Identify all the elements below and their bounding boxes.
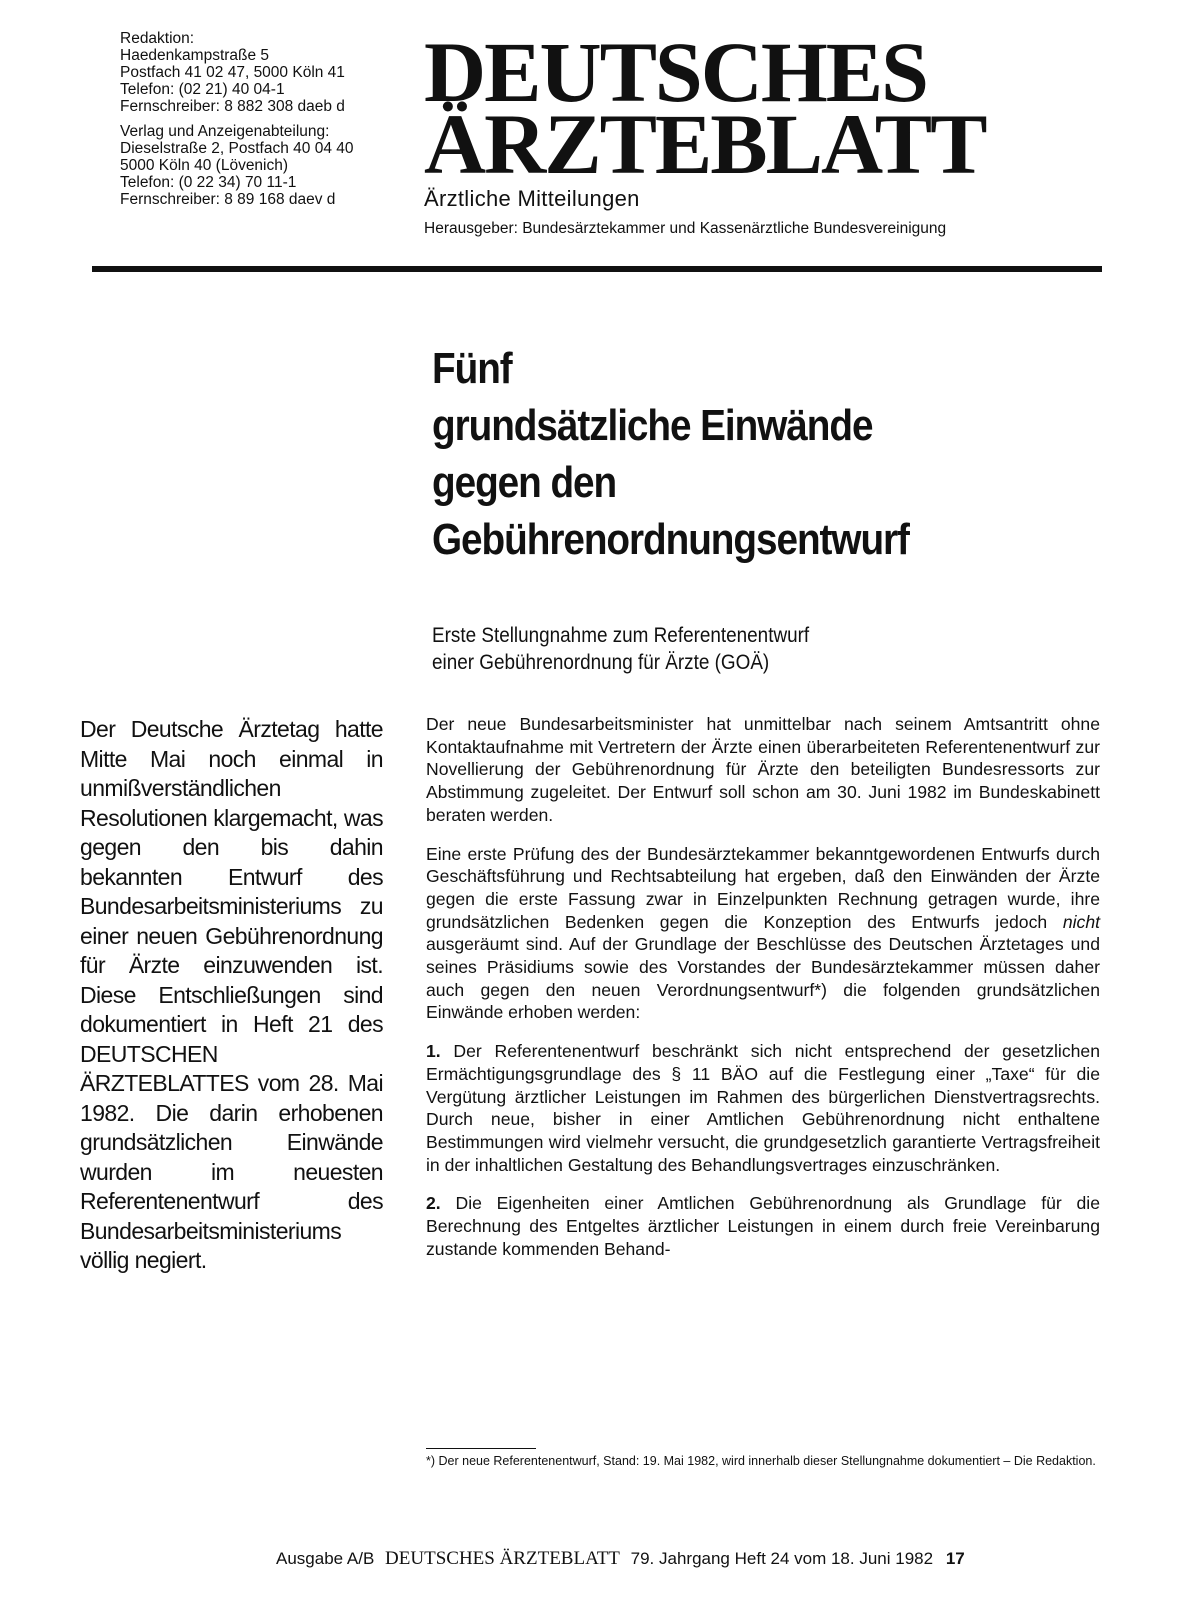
intro-text: Der Deutsche Ärztetag hatte Mitte Mai noch einmal in unmißverständlichen Resolutionen klargemacht, was gegen den bis dahin bekannten Entwurf des Bundesarbeitsministeriums zu einer neuen Gebührenordnung für Ärzte einzuwenden ist. Diese Entschließungen sind dokumentiert in Heft 21 des DEUTSCHEN ÄRZTEBLATTES vom 28. Mai 1982. Die darin erhobenen grundsätzlichen Einwände wurden im neuesten Referentenentwurf des Bundesarbeitsministeriums völlig negiert. <box>80 716 383 1273</box>
address-line: Verlag und Anzeigenabteilung: <box>120 123 330 140</box>
emphasis-nicht: nicht <box>1062 911 1100 932</box>
paragraph-1: Der neue Bundesarbeitsminister hat unmittelbar nach seinem Amtsantritt ohne Kontaktaufnahme mit Vertretern der Ärzte einen überarbeiteten Referentenentwurf zur Novellierung der Gebührenordnung für Ärzte den beteiligten Bundesressorts zur Abstimmung zugeleitet. Der Entwurf soll schon am 30. Juni 1982 im Bundeskabinett beraten werden. <box>426 714 1100 825</box>
footer-issue: 79. Jahrgang Heft 24 vom 18. Juni 1982 <box>630 1549 934 1568</box>
point-1 <box>426 1040 1100 1176</box>
masthead <box>424 24 1104 238</box>
paragraph-2-text: ausgeräumt sind. Auf der Grundlage der Beschlüsse des Deutschen Ärztetages und seines Präsidiums sowie des Vorstandes der Bundesärztekammer müssen daher auch gegen den neuen Verordnungsentwurf*) die folgenden grundsätzlichen Einwände erhoben werden: <box>426 934 1100 1023</box>
contact-block <box>120 30 420 208</box>
point-text: Die Eigenheiten einer Amtlichen Gebührenordnung als Grundlage für die Berechnung des Entgeltes ärztlicher Leistungen in einem durch freie Vereinbarung zustande kommenden Behand- <box>426 1193 1100 1259</box>
point-text: Der Referentenentwurf beschränkt sich nicht entsprechend der gesetzlichen Ermächtigungsgrundlage des § 11 BÄO auf die Festlegung einer „Taxe“ für die Vergütung ärztlicher Leistungen im Rahmen des bürgerlichen Dienstvertragsrechts. Durch neue, bisher in einer Amtlichen Gebührenordnung nicht enthaltene Bestimmungen wird vielmehr versucht, die grundgesetzlich garantierte Vertragsfreiheit in der inhaltlichen Gestaltung des Behandlungsvertrages einzuschränken. <box>426 1041 1100 1175</box>
masthead-subtitle: Ärztliche Mitteilungen <box>424 186 640 211</box>
headline-line: Gebührenordnungsentwurf <box>432 515 909 564</box>
page-footer <box>276 1548 965 1570</box>
footer-magazine: DEUTSCHES ÄRZTEBLATT <box>385 1548 620 1569</box>
subhead-line: einer Gebührenordnung für Ärzte (GOÄ) <box>432 651 770 674</box>
masthead-rule <box>92 266 1102 272</box>
address-line: 5000 Köln 40 (Lövenich) <box>120 157 289 174</box>
footnote: *) Der neue Referentenentwurf, Stand: 19. Mai 1982, wird innerhalb dieser Stellungnahme dokumentiert – Die Redaktion. <box>426 1454 1096 1468</box>
masthead-title-line1: DEUTSCHES <box>424 24 927 120</box>
address-line: Fernschreiber: 8 89 168 daev d <box>120 191 336 208</box>
article-headline <box>432 340 909 568</box>
verlag-address <box>120 123 420 208</box>
redaktion-address <box>120 30 420 115</box>
address-line: Haedenkampstraße 5 <box>120 47 270 64</box>
address-line: Dieselstraße 2, Postfach 40 04 40 <box>120 140 354 157</box>
headline-line: grundsätzliche Einwände <box>432 401 873 450</box>
subhead-line: Erste Stellungnahme zum Referentenentwurf <box>432 624 810 647</box>
footnote-rule <box>426 1448 536 1449</box>
address-line: Telefon: (0 22 34) 70 11-1 <box>120 174 297 191</box>
article-subhead <box>432 622 809 676</box>
address-line: Telefon: (02 21) 40 04-1 <box>120 81 285 98</box>
article-body <box>426 713 1100 1276</box>
headline-line: gegen den <box>432 458 617 507</box>
footer-edition: Ausgabe A/B <box>276 1549 375 1568</box>
point-2 <box>426 1192 1100 1260</box>
address-line: Postfach 41 02 47, 5000 Köln 41 <box>120 64 345 81</box>
page-number: 17 <box>945 1549 965 1568</box>
point-number: 2. <box>426 1193 441 1214</box>
point-number: 1. <box>426 1041 441 1062</box>
address-line: Fernschreiber: 8 882 308 daeb d <box>120 98 345 115</box>
masthead-publisher: Herausgeber: Bundesärztekammer und Kassenärztliche Bundesvereinigung <box>424 220 947 237</box>
masthead-title-line2: ÄRZTEBLATT <box>424 96 986 192</box>
paragraph-2 <box>426 843 1100 1025</box>
headline-line: Fünf <box>432 344 512 393</box>
address-line: Redaktion: <box>120 30 195 47</box>
paragraph-2-text: Eine erste Prüfung des der Bundesärztekammer bekanntgewordenen Entwurfs durch Geschäftsführung und Rechtsabteilung hat ergeben, daß den Einwänden der Ärzte gegen die erste Fassung zwar in Einzelpunkten Rechnung getragen wurde, ihre grundsätzlichen Bedenken gegen die Konzeption des Entwurfs jedoch <box>426 843 1100 932</box>
